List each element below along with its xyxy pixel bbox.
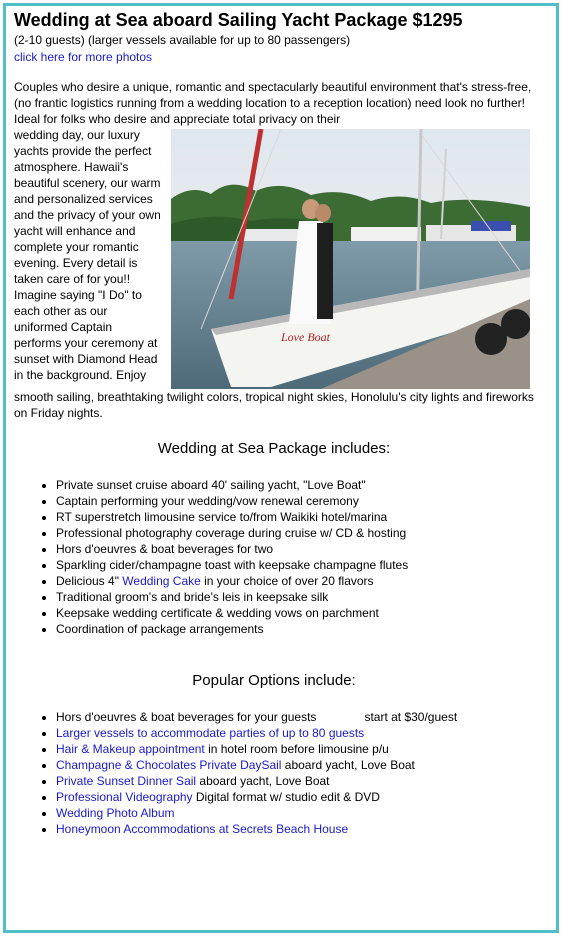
option-item-text: aboard yacht, Love Boat — [281, 758, 415, 772]
package-item-text: Private sunset cruise aboard 40' sailing yacht, "Love Boat" — [56, 478, 366, 492]
option-link[interactable]: Larger vessels to accommodate parties of up to 80 guests — [56, 726, 365, 740]
content — [14, 9, 534, 837]
option-price: start at $30/guest — [364, 710, 458, 724]
package-item-text: Keepsake wedding certificate & wedding vows on parchment — [56, 606, 379, 620]
capacity-note: (2-10 guests) (larger vessels available for up to 80 passengers) — [14, 33, 351, 47]
option-item — [56, 805, 534, 821]
package-item-text: Traditional groom's and bride's leis in keepsake silk — [56, 590, 329, 604]
package-item — [56, 605, 534, 621]
options-heading: Popular Options include: — [192, 672, 356, 689]
option-link[interactable]: Private Sunset Dinner Sail — [56, 774, 197, 788]
options-list — [14, 709, 534, 837]
package-item — [56, 541, 534, 557]
option-link[interactable]: Professional Videography — [56, 790, 193, 804]
boat-name: Love Boat — [281, 330, 330, 344]
option-item — [56, 757, 534, 773]
option-item — [56, 709, 534, 725]
intro-lead: Couples who desire a unique, romantic and spectacularly beautiful environment that's stress-free, (no frantic logistics running from a wedding location to a reception location) need look no further! Ideal for folks who desire and appreciate total privacy on their — [14, 80, 532, 126]
package-item-text: Coordination of package arrangements — [56, 622, 264, 636]
option-item — [56, 821, 534, 837]
package-item — [56, 509, 534, 525]
option-link[interactable]: Honeymoon Accommodations at Secrets Beach House — [56, 822, 349, 836]
package-item — [56, 493, 534, 509]
wedding-cake-link[interactable]: Wedding Cake — [122, 574, 205, 588]
package-item — [56, 557, 534, 573]
package-list — [14, 477, 534, 637]
option-item-text: Hors d'oeuvres & boat beverages for your guests — [56, 710, 317, 724]
package-item — [56, 525, 534, 541]
package-item-text: RT superstretch limousine service to/from Waikiki hotel/marina — [56, 510, 388, 524]
option-item — [56, 789, 534, 805]
page-title: Wedding at Sea aboard Sailing Yacht Package $1295 — [14, 10, 463, 30]
option-item — [56, 741, 534, 757]
option-item — [56, 773, 534, 789]
package-item — [56, 573, 534, 589]
package-heading: Wedding at Sea Package includes: — [157, 440, 391, 457]
option-item-text: aboard yacht, Love Boat — [196, 774, 330, 788]
package-item — [56, 589, 534, 605]
package-item-text: Sparkling cider/champagne toast with keepsake champagne flutes — [56, 558, 409, 572]
option-item-text: in hotel room before limousine p/u — [204, 742, 389, 756]
option-item — [56, 725, 534, 741]
package-item-text: Captain performing your wedding/vow renewal ceremony — [56, 494, 359, 508]
intro-block — [14, 127, 534, 389]
wedding-yacht-photo — [171, 129, 530, 389]
intro-tail: smooth sailing, breathtaking twilight colors, tropical night skies, Honolulu's city lights and fireworks on Friday nights. — [14, 390, 534, 420]
package-item-text: Professional photography coverage during cruise w/ CD & hosting — [56, 526, 407, 540]
package-item-text: in your choice of over 20 flavors — [204, 574, 374, 588]
package-item-text: Hors d'oeuvres & boat beverages for two — [56, 542, 274, 556]
intro-side: wedding day, our luxury yachts provide the perfect atmosphere. Hawaii's beautiful scenery, our warm and personalized services and the privacy of your own yacht will enhance and complete your romantic evening. Every detail is taken care of for you!! Imagine saying "I Do" to each other as our uniformed Captain performs your ceremony at sunset with Diamond Head in the background. Enjoy — [14, 128, 161, 382]
option-link[interactable]: Champagne & Chocolates Private DaySail — [56, 758, 282, 772]
more-photos-link[interactable]: click here for more photos — [14, 50, 153, 64]
option-link[interactable]: Hair & Makeup appointment — [56, 742, 205, 756]
package-item — [56, 477, 534, 493]
option-link[interactable]: Wedding Photo Album — [56, 806, 175, 820]
package-item-text: Delicious 4" — [56, 574, 123, 588]
option-item-text: Digital format w/ studio edit & DVD — [192, 790, 380, 804]
package-item — [56, 621, 534, 637]
